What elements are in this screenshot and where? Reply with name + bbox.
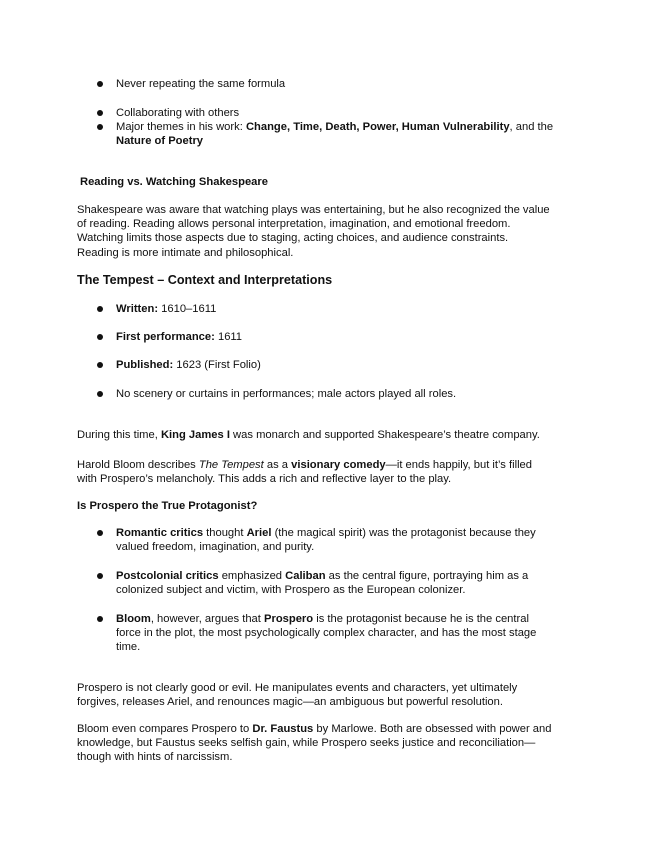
text-run: During this time, bbox=[77, 429, 161, 441]
bold-run: King James I bbox=[160, 429, 230, 441]
bullet-text bbox=[116, 120, 582, 148]
text-line: Reading is more intimate and philosophical. bbox=[77, 246, 294, 259]
bullet-dot-icon bbox=[97, 110, 103, 116]
section-heading-protagonist: Is Prospero the True Protagonist? bbox=[77, 500, 258, 512]
bullet-dot-icon bbox=[97, 616, 103, 622]
bullet-dot-icon bbox=[97, 573, 103, 579]
bullet-text: Never repeating the same formula bbox=[116, 78, 286, 90]
text-run: thought bbox=[203, 527, 247, 539]
text-run: (the magical spirit) was the protagonist because they bbox=[271, 527, 536, 539]
paragraph-reading bbox=[77, 203, 582, 260]
bold-run: Prospero bbox=[264, 613, 314, 625]
fact-label: Written: bbox=[116, 303, 159, 315]
section-heading-tempest: The Tempest – Context and Interpretations bbox=[77, 273, 333, 287]
bold-run: Ariel bbox=[246, 527, 272, 539]
bullet-text: Collaborating with others bbox=[116, 107, 240, 119]
bullet-dot-icon bbox=[97, 530, 103, 536]
fact-value: No scenery or curtains in performances; male actors played all roles. bbox=[116, 388, 457, 400]
critic-text bbox=[116, 612, 582, 655]
paragraph-king-james bbox=[77, 428, 582, 442]
text-run: colonized subject and victim, with Prospero as the European colonizer. bbox=[116, 584, 466, 597]
text-line: Watching limits those aspects due to staging, acting choices, and audience constraints. bbox=[77, 232, 509, 245]
fact-label: Published: bbox=[116, 359, 174, 371]
fact-text bbox=[116, 387, 582, 401]
text-line: with Prospero’s melancholy. This adds a rich and reflective layer to the play. bbox=[77, 473, 452, 486]
fact-value: 1623 (First Folio) bbox=[173, 359, 261, 371]
text-line: Prospero is not clearly good or evil. He manipulates events and characters, yet ultimately bbox=[77, 682, 518, 694]
bold-run: Romantic critics bbox=[116, 527, 204, 539]
text-run: emphasized bbox=[218, 570, 286, 582]
italic-run: The Tempest bbox=[198, 459, 264, 471]
bold-run: Caliban bbox=[285, 570, 326, 582]
bullet-dot-icon bbox=[97, 391, 103, 397]
bullet-dot-icon bbox=[97, 124, 103, 130]
bullet-dot-icon bbox=[97, 306, 103, 312]
text-line: though with hints of narcissism. bbox=[77, 751, 233, 764]
text-line bbox=[77, 458, 582, 472]
fact-value: 1611 bbox=[214, 331, 243, 343]
fact-text bbox=[116, 358, 582, 372]
paragraph-prospero bbox=[77, 681, 582, 709]
text-run: force in the plot, the most psychologically complex character, and has the most stage bbox=[116, 627, 537, 640]
text-run: was monarch and supported Shakespeare’s theatre company. bbox=[229, 429, 540, 441]
text-run: as the central figure, portraying him as a bbox=[325, 570, 529, 582]
critic-text bbox=[116, 526, 582, 554]
text-run: , however, argues that bbox=[150, 613, 264, 625]
text-run: time. bbox=[116, 641, 141, 654]
bullet-dot-icon bbox=[97, 362, 103, 368]
text-run: —it ends happily, but it’s filled bbox=[385, 459, 532, 471]
fact-text bbox=[116, 302, 582, 316]
text-run: as a bbox=[263, 459, 292, 471]
bullet-dot-icon bbox=[97, 81, 103, 87]
text-run: is the protagonist because he is the central bbox=[313, 613, 529, 625]
bold-run: Dr. Faustus bbox=[252, 723, 314, 735]
text-run: Bloom even compares Prospero to bbox=[77, 723, 253, 735]
text-line bbox=[77, 722, 582, 736]
fact-text bbox=[116, 330, 582, 344]
text-line: of reading. Reading allows personal interpretation, imagination, and emotional freedom. bbox=[77, 218, 511, 231]
fact-value: 1610–1611 bbox=[158, 303, 217, 315]
paragraph-faustus bbox=[77, 722, 582, 765]
text-line: forgives, releases Ariel, and renounces magic—an ambiguous but powerful resolution. bbox=[77, 696, 503, 709]
bold-run: Bloom bbox=[116, 613, 151, 625]
text-run: Harold Bloom describes bbox=[77, 459, 199, 471]
bullet-dot-icon bbox=[97, 334, 103, 340]
section-heading-reading: Reading vs. Watching Shakespeare bbox=[80, 176, 268, 188]
critic-text bbox=[116, 569, 582, 597]
text-run: by Marlowe. Both are obsessed with power and bbox=[313, 723, 552, 735]
bold-run: Change, Time, Death, Power, Human Vulnerability bbox=[245, 121, 510, 133]
bold-run: Nature of Poetry bbox=[116, 135, 204, 148]
bold-run: Postcolonial critics bbox=[116, 570, 219, 582]
paragraph-bloom bbox=[77, 458, 582, 486]
bold-run: visionary comedy bbox=[291, 459, 386, 471]
text-line: Shakespeare was aware that watching plays was entertaining, but he also recognized the value bbox=[77, 204, 550, 216]
text-run: , and the bbox=[509, 121, 554, 133]
text-run: Major themes in his work: bbox=[116, 121, 246, 133]
text-line: knowledge, but Faustus seeks selfish gain, while Prospero seeks justice and reconciliation— bbox=[77, 737, 536, 750]
text-run: valued freedom, imagination, and purity. bbox=[116, 541, 315, 554]
fact-label: First performance: bbox=[116, 331, 215, 343]
